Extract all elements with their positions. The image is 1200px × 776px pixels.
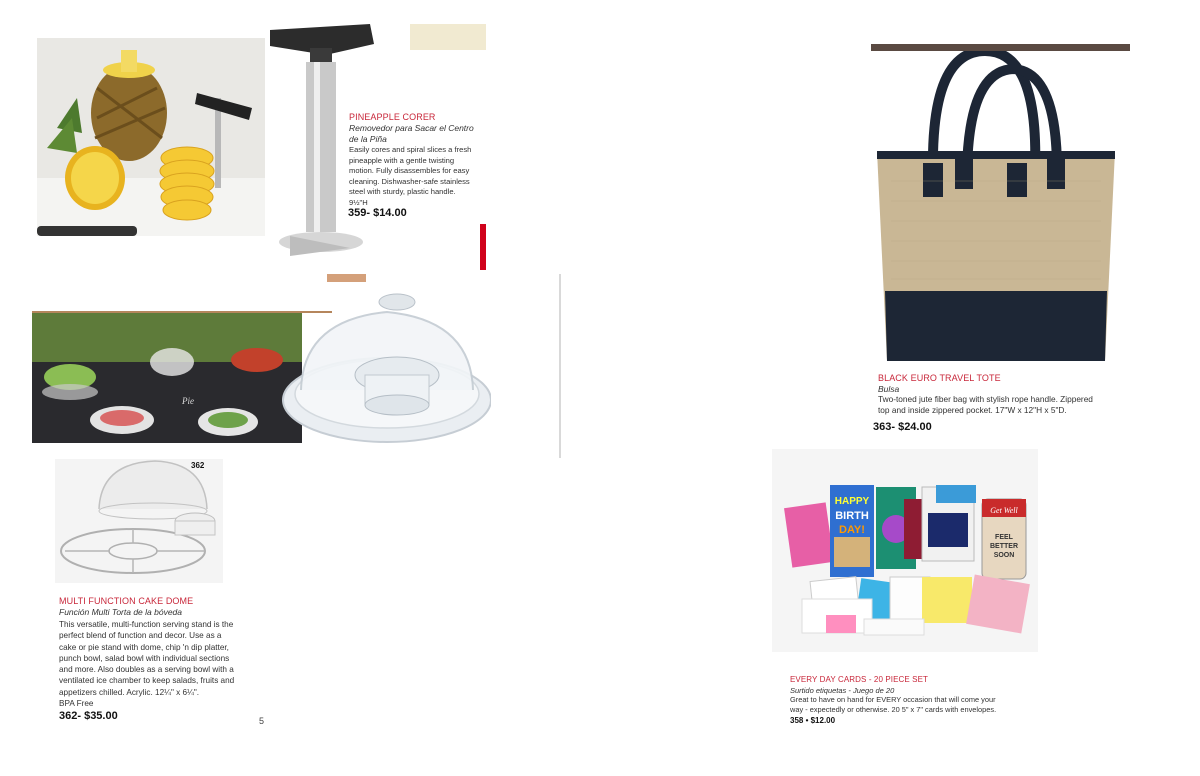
- cards-description: [790, 695, 1020, 715]
- cake-dome-description: [59, 619, 259, 706]
- card-text-better: BETTER: [990, 543, 1018, 550]
- desc-line: and more. Also doubles as a serving bowl with a: [59, 665, 234, 675]
- tote-title: BLACK EURO TRAVEL TOTE: [878, 373, 1001, 383]
- tote-subtitle: Bulsa: [878, 384, 900, 394]
- desc-line: way - expectedly or otherwise. 20 5" x 7" cards with envelopes.: [790, 705, 997, 714]
- card-text-happy: HAPPY: [834, 496, 870, 507]
- pineapple-corer-description: [349, 145, 479, 208]
- desc-line: motion. Fully disassembles for easy: [349, 166, 470, 175]
- card-text-get-well: Get Well: [990, 506, 1018, 515]
- pineapple-corer-title: PINEAPPLE CORER: [349, 112, 436, 122]
- tote-top-strip: [871, 44, 1130, 51]
- column-divider: [559, 274, 561, 458]
- desc-line: cleaning. Dishwasher-safe stainless: [349, 176, 470, 186]
- desc-line: Easily cores and spiral slices a fresh: [349, 145, 472, 154]
- cake-dome-photo: [281, 290, 491, 458]
- cake-dome-price: 362- $35.00: [59, 710, 118, 722]
- desc-line: BPA Free: [59, 699, 94, 706]
- svg-text:Pie: Pie: [182, 396, 194, 406]
- desc-line: ventilated ice chamber to keep salads, fruits and: [59, 676, 235, 686]
- serving-table-photo: [32, 312, 302, 443]
- pineapple-photo: [37, 38, 265, 236]
- pineapple-corer-price: 359- $14.00: [348, 207, 407, 219]
- pineapple-corer-subtitle-line-2: de la Piña: [349, 134, 387, 144]
- desc-line: appetizers chilled. Acrylic. 12¼" x 6¼".: [59, 687, 200, 697]
- desc-line: Great to have on hand for EVERY occasion that will come your: [790, 695, 996, 704]
- cake-dome-number-tag: 362: [191, 461, 205, 470]
- decorative-swatch: [327, 274, 366, 282]
- desc-line: 9½"H: [349, 197, 368, 207]
- desc-line: perfect blend of function and decor. Use as a: [59, 631, 222, 641]
- desc-line: top and inside zippered pocket. 17"W x 12"H x 5"D.: [878, 405, 1067, 415]
- card-text-day: DAY!: [839, 524, 865, 536]
- card-text-birth: BIRTH: [835, 510, 869, 522]
- tote-price: 363- $24.00: [873, 421, 932, 433]
- card-text-soon: SOON: [993, 552, 1015, 559]
- desc-line: cake or pie stand with dome, chip 'n dip platter,: [59, 642, 229, 652]
- cake-dome-title: MULTI FUNCTION CAKE DOME: [59, 596, 194, 606]
- cards-title: EVERY DAY CARDS - 20 PIECE SET: [790, 675, 929, 684]
- pineapple-corer-subtitle: [349, 123, 474, 145]
- desc-line: punch bowl, salad bowl with individual sections: [59, 653, 230, 663]
- card-text-feel: FEEL: [995, 534, 1013, 541]
- tote-description: [878, 394, 1138, 416]
- cake-dome-subtitle: Función Multi Torta de la bóveda: [59, 607, 183, 617]
- desc-line: pineapple with a gentle twisting: [349, 155, 455, 165]
- greeting-cards-photo: [772, 449, 1038, 652]
- cards-price: 358 • $12.00: [790, 716, 836, 725]
- page-number: 5: [259, 716, 265, 726]
- tote-bag-photo: [871, 51, 1130, 363]
- desc-line: This versatile, multi-function serving stand is the: [59, 620, 234, 629]
- cake-dome-sketch-photo: [55, 459, 223, 583]
- pineapple-corer-subtitle-line-1: Removedor para Sacar el Centro: [349, 123, 474, 133]
- desc-line: Two-toned jute fiber bag with stylish rope handle. Zippered: [878, 394, 1093, 404]
- desc-line: steel with sturdy, plastic handle.: [349, 187, 456, 196]
- cards-subtitle: Surtido etiquetas - Juego de 20: [790, 686, 895, 695]
